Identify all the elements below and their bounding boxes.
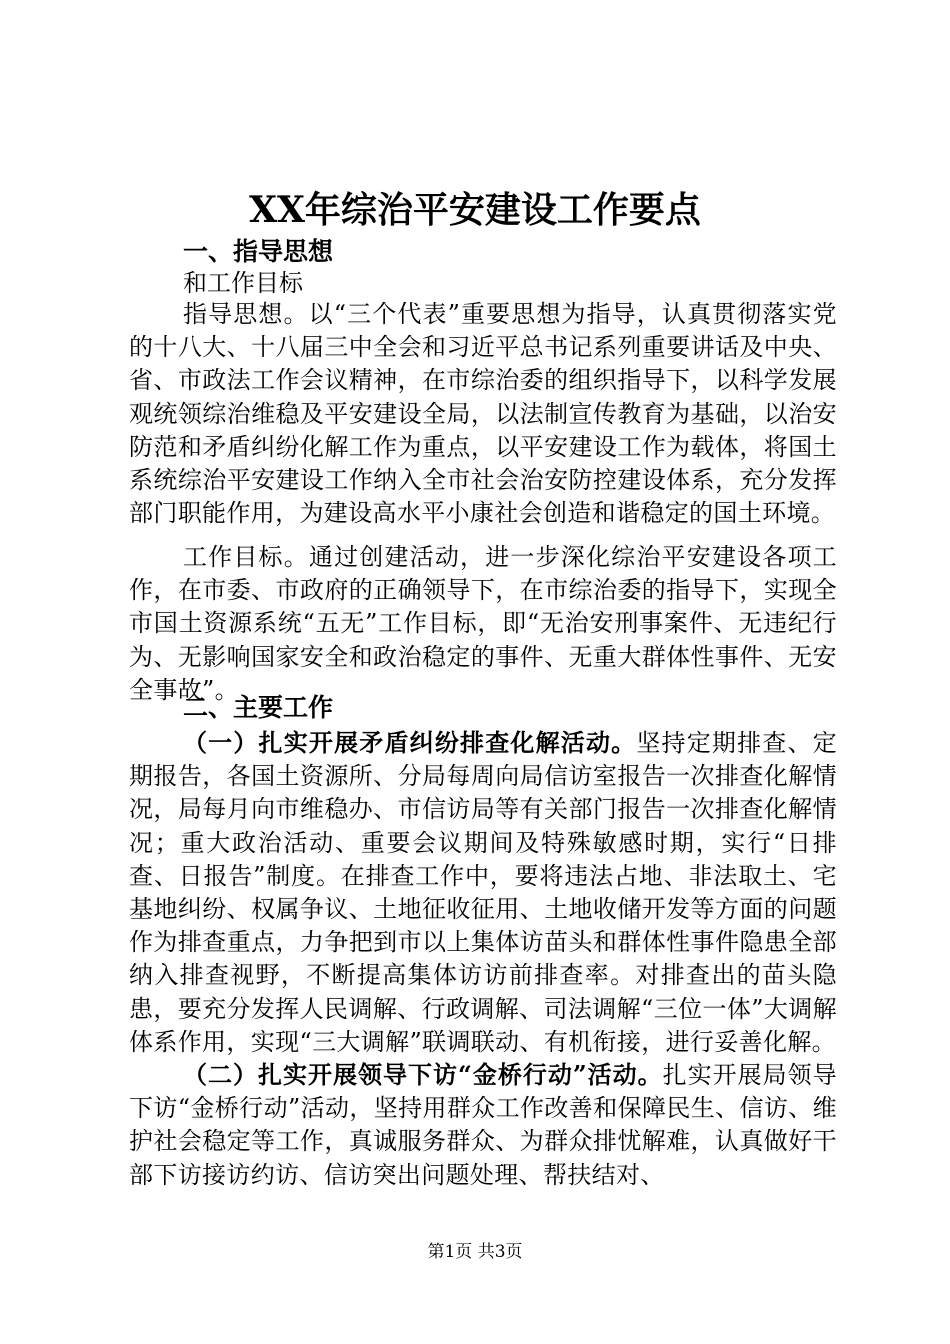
document-title: XX年综治平安建设工作要点 — [249, 189, 701, 231]
item-2-lead: （二）扎实开展领导下访“金桥行动”活动。 — [183, 1060, 663, 1089]
paragraph-main-work-item-1 — [129, 726, 837, 1059]
item-1-body: 坚持定期排查、定期报告，各国土资源所、分局每周向局信访室报告一次排查化解情况，局每月向市维稳办、市信访局等有关部门报告一次排查化解情况；重大政治活动、重要会议期间及特殊敏感时期，实行“日排查、日报告”制度。在排查工作中，要将违法占地、非法取土、宅基地纠纷、权属争议、土地征收征用、土地收储开发等方面的问题作为排查重点，力争把到市以上集体访苗头和群体性事件隐患全部纳入排查视野，不断提高集体访访前排查率。对排查出的苗头隐患，要充分发挥人民调解、行政调解、司法调解“三位一体”大调解体系作用，实现“三大调解”联调联动、有机衔接，进行妥善化解。 — [129, 729, 837, 1056]
paragraph-work-goals: 工作目标。通过创建活动，进一步深化综治平安建设各项工作，在市委、市政府的正确领导下，在市综治委的指导下，实现全市国土资源系统“五无”工作目标，即“无治安刑事案件、无违纪行为、无影响国家安全和政治稳定的事件、无重大群体性事件、无安全事故”。 — [129, 543, 837, 704]
section-heading-guiding-ideology: 一、指导思想 — [183, 237, 334, 266]
section-heading-main-work: 二、主要工作 — [183, 693, 334, 722]
paragraph-guiding-ideology: 指导思想。以“三个代表”重要思想为指导，认真贯彻落实党的十八大、十八届三中全会和习近平总书记系列重要讲话及中央、省、市政法工作会议精神，在市综治委的组织指导下，以科学发展观统领综治维稳及平安建设全局，以法制宣传教育为基础，以治安防范和矛盾纠纷化解工作为重点，以平安建设工作为载体，将国土系统综治平安建设工作纳入全市社会治安防控建设体系，充分发挥部门职能作用，为建设高水平小康社会创造和谐稳定的国土环境。 — [129, 300, 837, 528]
item-2-body: 扎实开展局领导下访“金桥行动”活动，坚持用群众工作改善和保障民生、信访、维护社会稳定等工作，真诚服务群众、为群众排忧解难，认真做好干部下访接访约访、信访突出问题处理、帮扶结对、 — [129, 1061, 837, 1189]
section-subheading-work-goals: 和工作目标 — [183, 269, 303, 297]
item-1-lead: （一）扎实开展矛盾纠纷排查化解活动。 — [183, 728, 637, 757]
paragraph-main-work-item-2 — [129, 1058, 837, 1192]
page-number-footer: 第1页 共3页 — [427, 1242, 523, 1262]
